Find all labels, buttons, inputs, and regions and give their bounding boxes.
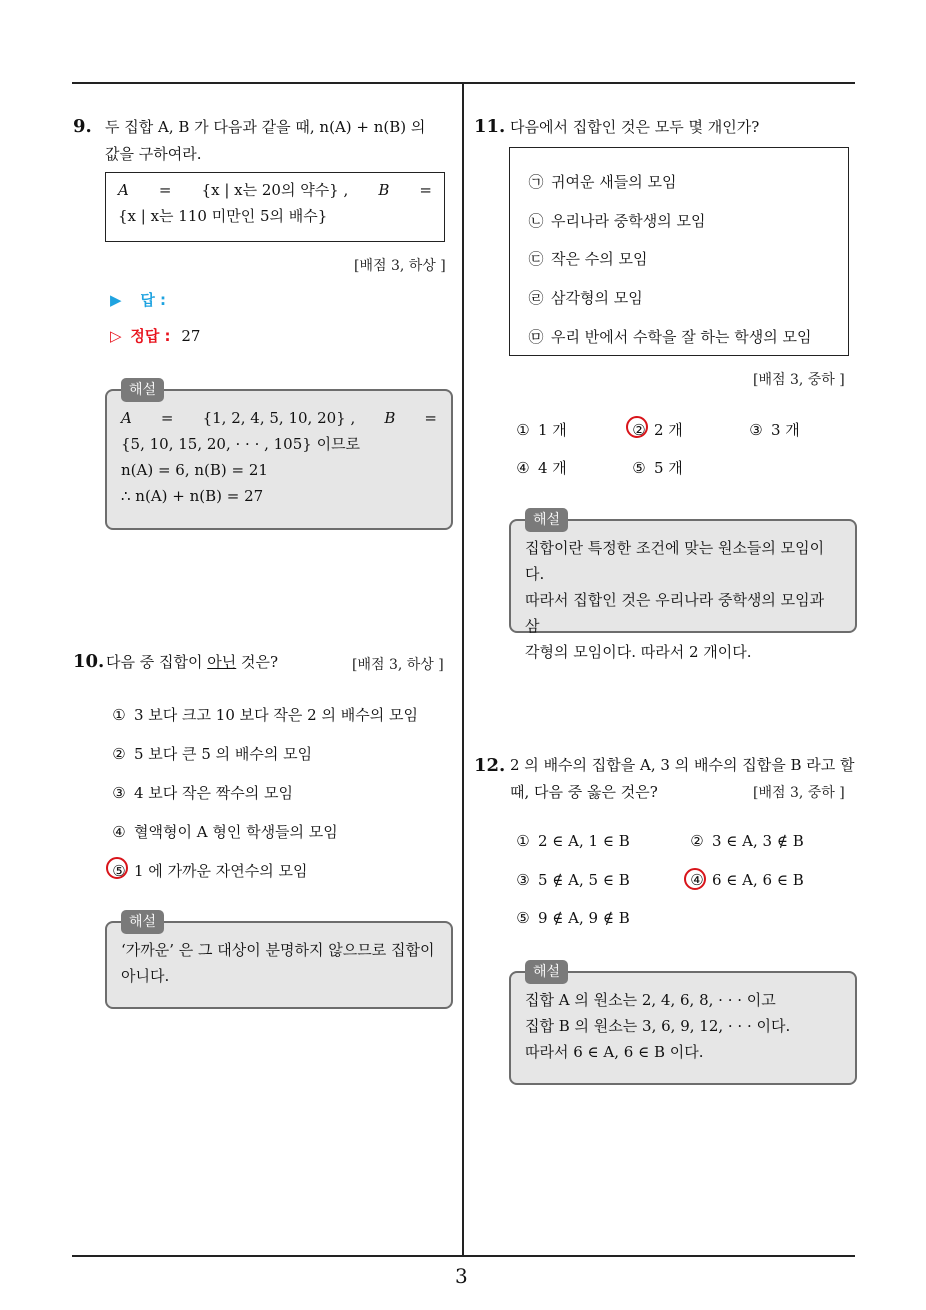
- q11-sol-line1: 집합이란 특정한 조건에 맞는 원소들의 모임이다.: [525, 539, 825, 583]
- q11-sol-line3: 각형의 모임이다. 따라서 2 개이다.: [525, 643, 752, 661]
- q9-box-eq2: =: [419, 181, 432, 199]
- q9-score: [배점 3, 하상 ]: [354, 258, 446, 274]
- q10-question: 다음 중 집합이 아닌 것은?: [106, 653, 279, 671]
- q12-option-5[interactable]: ⑤ 9 ∉ A, 9 ∉ B: [516, 909, 630, 927]
- q12-option-4[interactable]: ④ 6 ∈ A, 6 ∈ B: [690, 871, 804, 889]
- q11-sol-line2: 따라서 집합인 것은 우리나라 중학생의 모임과 삼: [525, 591, 825, 635]
- q9-solution-box: [105, 382, 453, 530]
- q9-sol-line2: {5, 10, 15, 20, · · · , 105} 이므로: [121, 435, 361, 453]
- q9-sol-eq2: =: [424, 409, 437, 427]
- q9-sol-line4: ∴ n(A) + n(B) = 27: [121, 487, 264, 505]
- q9-sol-b-label: B: [384, 409, 396, 427]
- q10-option-1[interactable]: ① 3 보다 크고 10 보다 작은 2 의 배수의 모임: [110, 704, 418, 725]
- q12-option-3[interactable]: ③ 5 ∉ A, 5 ∈ B: [516, 871, 630, 889]
- q11-option-2[interactable]: ② 2 개: [632, 421, 683, 439]
- header-rule: [72, 82, 855, 84]
- q12-sol-line3: 따라서 6 ∈ A, 6 ∈ B 이다.: [525, 1043, 704, 1061]
- q11-option-3[interactable]: ③ 3 개: [749, 421, 800, 439]
- q10-answer-circle-icon: [106, 857, 128, 879]
- q12-answer-circle-icon: [684, 868, 706, 890]
- q9-question-line1: 두 집합 A, B 가 다음과 같을 때, n(A) + n(B) 의: [105, 118, 426, 136]
- option-mark-3: ③: [112, 784, 126, 802]
- q11-solution-box: [509, 512, 857, 661]
- q9-box-a-set: {x | x는 20의 약수} ,: [201, 181, 349, 199]
- q9-sol-eq: =: [160, 409, 174, 427]
- q10-sol-line2: 아니다.: [121, 967, 170, 985]
- correct-arrow-icon: ▷: [110, 327, 122, 345]
- q10-sol-line1: ‘가까운’ 은 그 대상이 분명하지 않으므로 집합이: [121, 941, 435, 959]
- q9-solution-tag: 해설: [121, 378, 164, 402]
- q9-answer-line: [110, 289, 166, 310]
- q12-number: 12.: [474, 755, 506, 776]
- q9-correct-label: 정답 :: [130, 327, 171, 345]
- column-divider: [462, 84, 464, 1256]
- option-mark-5: ⑤: [112, 862, 126, 880]
- q11-item-4: ㉣ 삼각형의 모임: [528, 289, 643, 307]
- q9-sol-a-label: A: [121, 409, 132, 427]
- q11-item-2: ㉡ 우리나라 중학생의 모임: [528, 212, 706, 230]
- q12-sol-line1: 집합 A 의 원소는 2, 4, 6, 8, · · · 이고: [525, 991, 776, 1009]
- q11-question: 다음에서 집합인 것은 모두 몇 개인가?: [510, 118, 760, 136]
- q12-option-1[interactable]: ① 2 ∈ A, 1 ∈ B: [516, 832, 630, 850]
- footer-rule: [72, 1255, 855, 1257]
- q10-solution-tag: 해설: [121, 910, 164, 934]
- q11-option-4[interactable]: ④ 4 개: [516, 459, 567, 477]
- q11-option-5[interactable]: ⑤ 5 개: [632, 459, 683, 477]
- q9-sol-line3: n(A) = 6, n(B) = 21: [121, 461, 268, 479]
- q9-question: [105, 114, 450, 168]
- q9-box-eq: =: [158, 181, 172, 199]
- q9-number: 9.: [73, 116, 92, 137]
- q12-solution-tag: 해설: [525, 960, 568, 984]
- q9-answer-label: 답 :: [140, 291, 167, 309]
- q12-sol-line2: 집합 B 의 원소는 3, 6, 9, 12, · · · 이다.: [525, 1017, 791, 1035]
- q10-underlined-word: 아닌: [207, 653, 237, 671]
- q12-score: [배점 3, 중하 ]: [753, 785, 845, 801]
- q10-solution-box: [105, 914, 453, 1009]
- q9-set-definition-box: [105, 172, 445, 242]
- q11-number: 11.: [474, 116, 506, 137]
- q11-item-1: ㉠ 귀여운 새들의 모임: [528, 173, 677, 191]
- q11-item-3: ㉢ 작은 수의 모임: [528, 250, 648, 268]
- q9-correct-line: [110, 325, 200, 346]
- q9-sol-a-set: {1, 2, 4, 5, 10, 20} ,: [202, 409, 356, 427]
- q9-correct-value: 27: [181, 327, 201, 345]
- q10-option-4[interactable]: ④ 혈액형이 A 형인 학생들의 모임: [110, 821, 338, 842]
- option-mark-4: ④: [112, 823, 126, 841]
- option-mark-2: ②: [112, 745, 126, 763]
- q9-question-line2: 값을 구하여라.: [105, 145, 202, 163]
- q11-score: [배점 3, 중하 ]: [753, 372, 845, 388]
- q12-option-2[interactable]: ② 3 ∈ A, 3 ∉ B: [690, 832, 804, 850]
- option-mark-1: ①: [112, 706, 126, 724]
- page-number: 3: [455, 1264, 468, 1288]
- q10-option-5[interactable]: ⑤ 1 에 가까운 자연수의 모임: [110, 860, 308, 881]
- answer-arrow-icon: ▶: [110, 291, 122, 309]
- q9-box-b-label: B: [378, 181, 390, 199]
- q10-option-2[interactable]: ② 5 보다 큰 5 의 배수의 모임: [110, 743, 312, 764]
- q11-solution-tag: 해설: [525, 508, 568, 532]
- q10-number: 10.: [73, 651, 105, 672]
- q9-box-b-set: {x | x는 110 미만인 5의 배수}: [118, 207, 328, 225]
- q11-item-5: ㉤ 우리 반에서 수학을 잘 하는 학생의 모임: [528, 328, 812, 346]
- q12-question-line1: 2 의 배수의 집합을 A, 3 의 배수의 집합을 B 라고 할: [510, 756, 855, 774]
- q11-option-1[interactable]: ① 1 개: [516, 421, 567, 439]
- q10-option-3[interactable]: ③ 4 보다 작은 짝수의 모임: [110, 782, 293, 803]
- q12-solution-box: [509, 964, 857, 1085]
- q9-box-a-label: A: [118, 181, 129, 199]
- q10-score: [배점 3, 하상 ]: [352, 657, 444, 673]
- q12-question-line2: 때, 다음 중 옳은 것은?: [510, 783, 658, 801]
- q11-answer-circle-icon: [626, 416, 648, 438]
